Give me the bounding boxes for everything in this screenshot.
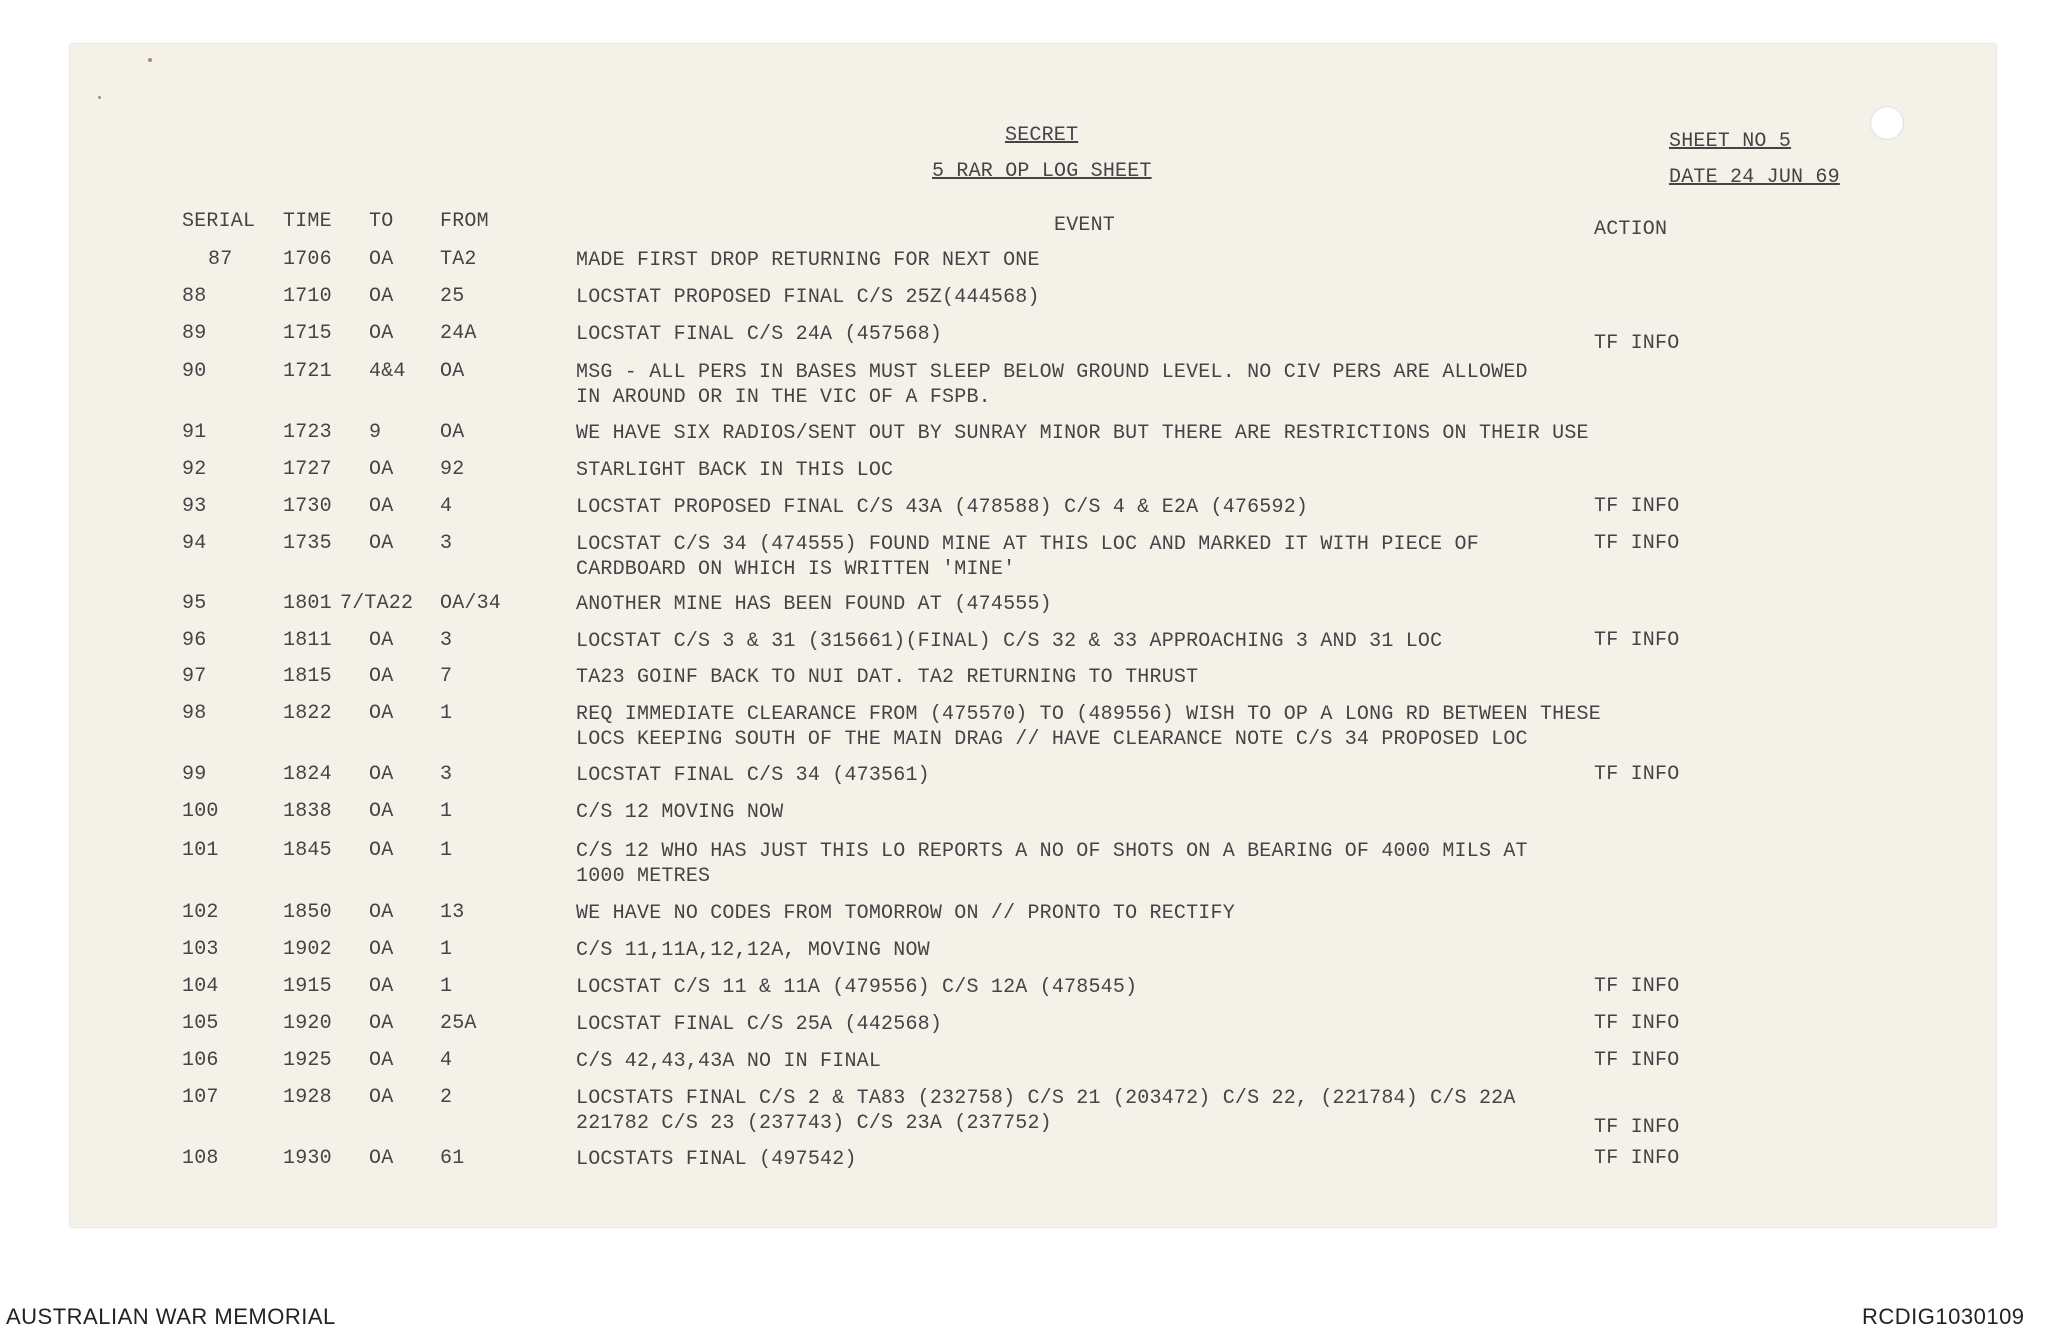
event-cell: LOCSTAT C/S 11 & 11A (479556) C/S 12A (478545): [576, 976, 1138, 999]
event-cell: STARLIGHT BACK IN THIS LOC: [576, 459, 894, 482]
serial-cell: 97: [182, 665, 207, 688]
event-cell: LOCSTATS FINAL C/S 2 & TA83 (232758) C/S 21 (203472) C/S 22, (221784) C/S 22A 221782 C/S 23 (237743) C/S 23A (237752): [576, 1087, 1516, 1135]
to-cell: OA: [369, 665, 394, 688]
serial-cell: 95: [182, 592, 207, 615]
event-cell: C/S 12 MOVING NOW: [576, 801, 784, 824]
to-cell: OA: [369, 763, 394, 786]
from-cell: 7: [440, 665, 453, 688]
from-cell: 1: [440, 800, 453, 823]
event-cell: LOCSTAT FINAL C/S 25A (442568): [576, 1013, 943, 1036]
action-cell: TF INFO: [1594, 1116, 1680, 1139]
to-cell: OA: [369, 800, 394, 823]
to-cell: 7/TA22: [340, 592, 414, 615]
action-cell: TF INFO: [1594, 763, 1680, 786]
to-cell: OA: [369, 1012, 394, 1035]
time-cell: 1930: [283, 1147, 332, 1170]
serial-cell: 89: [182, 322, 207, 345]
to-cell: 4&4: [369, 360, 406, 383]
from-cell: 3: [440, 763, 453, 786]
event-cell: C/S 12 WHO HAS JUST THIS LO REPORTS A NO OF SHOTS ON A BEARING OF 4000 MILS AT 1000 METRES: [576, 840, 1528, 888]
from-cell: 1: [440, 839, 453, 862]
to-cell: OA: [369, 532, 394, 555]
time-cell: 1902: [283, 938, 332, 961]
time-cell: 1715: [283, 322, 332, 345]
event-cell: LOCSTAT PROPOSED FINAL C/S 43A (478588) C/S 4 & E2A (476592): [576, 496, 1309, 519]
serial-cell: 101: [182, 839, 219, 862]
event-cell: LOCSTAT FINAL C/S 24A (457568): [576, 323, 943, 346]
action-cell: TF INFO: [1594, 495, 1680, 518]
time-cell: 1838: [283, 800, 332, 823]
page-title: 5 RAR OP LOG SHEET: [932, 160, 1152, 183]
event-cell: LOCSTATS FINAL (497542): [576, 1148, 857, 1171]
from-cell: 1: [440, 938, 453, 961]
serial-cell: 98: [182, 702, 207, 725]
column-header-from: FROM: [440, 210, 489, 233]
time-cell: 1850: [283, 901, 332, 924]
from-cell: 24A: [440, 322, 477, 345]
archive-attribution: AUSTRALIAN WAR MEMORIAL: [6, 1304, 336, 1329]
event-cell: LOCSTAT C/S 3 & 31 (315661)(FINAL) C/S 32 & 33 APPROACHING 3 AND 31 LOC: [576, 630, 1443, 653]
to-cell: OA: [369, 285, 394, 308]
time-cell: 1811: [283, 629, 332, 652]
to-cell: OA: [369, 248, 394, 271]
from-cell: 1: [440, 702, 453, 725]
event-cell: ANOTHER MINE HAS BEEN FOUND AT (474555): [576, 593, 1052, 616]
event-cell: MSG - ALL PERS IN BASES MUST SLEEP BELOW GROUND LEVEL. NO CIV PERS ARE ALLOWED IN AROUND OR IN THE VIC OF A FSPB.: [576, 361, 1528, 409]
serial-cell: 107: [182, 1086, 219, 1109]
to-cell: OA: [369, 1086, 394, 1109]
serial-cell: 99: [182, 763, 207, 786]
action-cell: TF INFO: [1594, 1012, 1680, 1035]
serial-cell: 93: [182, 495, 207, 518]
time-cell: 1706: [283, 248, 332, 271]
serial-cell: 108: [182, 1147, 219, 1170]
serial-cell: 102: [182, 901, 219, 924]
column-header-time: TIME: [283, 210, 332, 233]
from-cell: 25: [440, 285, 465, 308]
event-cell: LOCSTAT C/S 34 (474555) FOUND MINE AT THIS LOC AND MARKED IT WITH PIECE OF CARDBOARD ON WHICH IS WRITTEN 'MINE': [576, 533, 1479, 581]
from-cell: 25A: [440, 1012, 477, 1035]
from-cell: OA/34: [440, 592, 502, 615]
action-cell: TF INFO: [1594, 1147, 1680, 1170]
time-cell: 1801: [283, 592, 332, 615]
from-cell: 61: [440, 1147, 465, 1170]
action-cell: TF INFO: [1594, 532, 1680, 555]
serial-cell: 96: [182, 629, 207, 652]
time-cell: 1915: [283, 975, 332, 998]
serial-cell: 106: [182, 1049, 219, 1072]
to-cell: OA: [369, 938, 394, 961]
event-cell: C/S 42,43,43A NO IN FINAL: [576, 1050, 882, 1073]
to-cell: OA: [369, 495, 394, 518]
to-cell: OA: [369, 1049, 394, 1072]
time-cell: 1920: [283, 1012, 332, 1035]
event-cell: MADE FIRST DROP RETURNING FOR NEXT ONE: [576, 249, 1040, 272]
serial-cell: 91: [182, 421, 207, 444]
serial-cell: 94: [182, 532, 207, 555]
time-cell: 1928: [283, 1086, 332, 1109]
time-cell: 1845: [283, 839, 332, 862]
time-cell: 1723: [283, 421, 332, 444]
serial-cell: 100: [182, 800, 219, 823]
to-cell: OA: [369, 629, 394, 652]
from-cell: 3: [440, 532, 453, 555]
from-cell: 4: [440, 495, 453, 518]
to-cell: OA: [369, 322, 394, 345]
to-cell: OA: [369, 839, 394, 862]
time-cell: 1730: [283, 495, 332, 518]
log-sheet-paper: [70, 44, 1996, 1227]
time-cell: 1815: [283, 665, 332, 688]
to-cell: OA: [369, 975, 394, 998]
action-cell: TF INFO: [1594, 332, 1680, 355]
time-cell: 1727: [283, 458, 332, 481]
serial-cell: 88: [182, 285, 207, 308]
punch-hole: [1870, 106, 1904, 140]
from-cell: 13: [440, 901, 465, 924]
event-cell: LOCSTAT FINAL C/S 34 (473561): [576, 764, 930, 787]
scan-margin: [0, 0, 2048, 44]
to-cell: OA: [369, 1147, 394, 1170]
to-cell: OA: [369, 702, 394, 725]
to-cell: OA: [369, 901, 394, 924]
event-cell: C/S 11,11A,12,12A, MOVING NOW: [576, 939, 930, 962]
serial-cell: 90: [182, 360, 207, 383]
to-cell: 9: [369, 421, 382, 444]
from-cell: 1: [440, 975, 453, 998]
to-cell: OA: [369, 458, 394, 481]
paper-speck: [98, 96, 101, 99]
column-header-to: TO: [369, 210, 394, 233]
event-cell: REQ IMMEDIATE CLEARANCE FROM (475570) TO (489556) WISH TO OP A LONG RD BETWEEN THESE LOCS KEEPING SOUTH OF THE MAIN DRAG // HAVE CLEARANCE NOTE C/S 34 PROPOSED LOC: [576, 703, 1601, 751]
sheet-number: SHEET NO 5: [1669, 130, 1792, 153]
from-cell: OA: [440, 360, 465, 383]
serial-cell: 103: [182, 938, 219, 961]
serial-cell: 104: [182, 975, 219, 998]
time-cell: 1735: [283, 532, 332, 555]
time-cell: 1822: [283, 702, 332, 725]
column-header-action: ACTION: [1594, 218, 1668, 241]
from-cell: OA: [440, 421, 465, 444]
archive-record-id: RCDIG1030109: [1862, 1304, 2025, 1329]
from-cell: 92: [440, 458, 465, 481]
serial-cell: 87: [208, 248, 233, 271]
time-cell: 1721: [283, 360, 332, 383]
time-cell: 1824: [283, 763, 332, 786]
classification-heading: SECRET: [1005, 124, 1079, 147]
serial-cell: 105: [182, 1012, 219, 1035]
time-cell: 1925: [283, 1049, 332, 1072]
time-cell: 1710: [283, 285, 332, 308]
from-cell: 3: [440, 629, 453, 652]
paper-speck: [148, 58, 152, 62]
serial-cell: 92: [182, 458, 207, 481]
action-cell: TF INFO: [1594, 1049, 1680, 1072]
sheet-date: DATE 24 JUN 69: [1669, 166, 1840, 189]
event-cell: WE HAVE SIX RADIOS/SENT OUT BY SUNRAY MINOR BUT THERE ARE RESTRICTIONS ON THEIR USE: [576, 422, 1589, 445]
action-cell: TF INFO: [1594, 629, 1680, 652]
action-cell: TF INFO: [1594, 975, 1680, 998]
column-header-serial: SERIAL: [182, 210, 256, 233]
column-header-event: EVENT: [1054, 214, 1116, 237]
event-cell: LOCSTAT PROPOSED FINAL C/S 25Z(444568): [576, 286, 1040, 309]
event-cell: WE HAVE NO CODES FROM TOMORROW ON // PRONTO TO RECTIFY: [576, 902, 1235, 925]
event-cell: TA23 GOINF BACK TO NUI DAT. TA2 RETURNING TO THRUST: [576, 666, 1199, 689]
from-cell: 2: [440, 1086, 453, 1109]
from-cell: 4: [440, 1049, 453, 1072]
from-cell: TA2: [440, 248, 477, 271]
